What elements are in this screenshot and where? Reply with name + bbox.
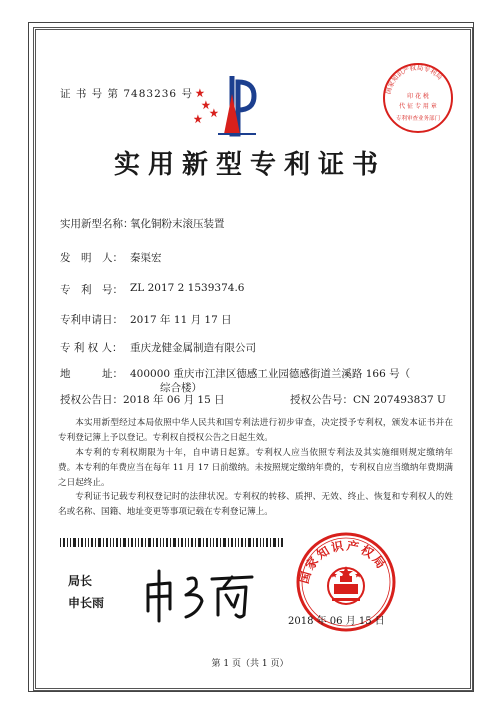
filing-date-value: 2017 年 11 月 17 日	[130, 314, 232, 326]
utility-model-name-value: 氧化铜粉末滚压装置	[130, 218, 225, 230]
patent-number-value: ZL 2017 2 1539374.6	[130, 282, 245, 294]
patentee-value: 重庆龙健金属制造有限公司	[130, 342, 256, 354]
patent-number-label: 专 利 号：	[60, 284, 123, 296]
inventor-value: 秦渠宏	[130, 252, 162, 264]
paragraph-1: 本实用新型经过本局依照中华人民共和国专利法进行初步审查，决定授予专利权，颁发本证书并在专利登记簿上予以登记。专利权自授权公告之日起生效。	[58, 418, 453, 443]
tax-seal-ring-text: 国家知识产权局专利局	[384, 63, 444, 95]
director-title: 局长	[68, 574, 93, 588]
certificate-number: 证 书 号 第 7483236 号	[60, 88, 193, 100]
paragraph-2: 本专利的专利权期限为十年，自申请日起算。专利权人应当依照专利法及其实施细则规定缴纳年费。本专利的年费应当在每年 11 月 17 日前缴纳。未按照规定缴纳年费的，专利权自应当缴纳年费期满之日起终止。	[58, 448, 453, 488]
address-label: 地 址：	[60, 368, 123, 380]
director-signature	[140, 565, 260, 625]
grant-row	[60, 392, 460, 407]
page-footer: 第 1 页（共 1 页）	[211, 659, 289, 669]
filing-date-row	[60, 312, 232, 327]
filing-date-label: 专利申请日：	[60, 314, 123, 326]
sipo-logo-icon	[194, 68, 266, 140]
utility-model-name-label: 实用新型名称：	[60, 218, 134, 230]
tax-seal-line2: 代 征 专 用 章	[399, 103, 437, 110]
director-name: 申长雨	[68, 596, 105, 610]
address-value-line2: 综合楼）	[160, 382, 202, 394]
grant-number-label: 授权公告号：	[290, 394, 353, 406]
tax-seal-line3: 专利审查业务部门	[395, 116, 441, 122]
inventor-row	[60, 250, 162, 265]
paragraph-3: 专利证书记载专利权登记时的法律状况。专利权的转移、质押、无效、终止、恢复和专利权人的姓名或名称、国籍、地址变更等事项记载在专利登记簿上。	[58, 492, 453, 517]
grant-date-label: 授权公告日：	[60, 394, 123, 406]
grant-date-value: 2018 年 06 月 15 日	[123, 394, 225, 406]
page-title: 实用新型专利证书	[113, 150, 386, 180]
address-value-line1: 400000 重庆市江津区德感工业园德感街道兰溪路 166 号（	[130, 368, 411, 380]
patentee-label: 专 利 权 人：	[60, 342, 123, 354]
tax-seal-line1: 印 花 税	[407, 93, 429, 100]
seal-date: 2018 年 06 月 15 日	[288, 616, 385, 627]
tax-seal-icon	[380, 60, 456, 136]
seal-ring-text: 国家知识产权局	[296, 538, 390, 586]
utility-model-name-row	[60, 216, 225, 231]
inventor-label: 发 明 人：	[60, 252, 123, 264]
patentee-row	[60, 340, 256, 355]
patent-number-row	[60, 282, 245, 297]
barcode-icon	[60, 538, 285, 547]
address-row	[60, 366, 411, 394]
grant-number-value: CN 207493837 U	[353, 394, 446, 406]
